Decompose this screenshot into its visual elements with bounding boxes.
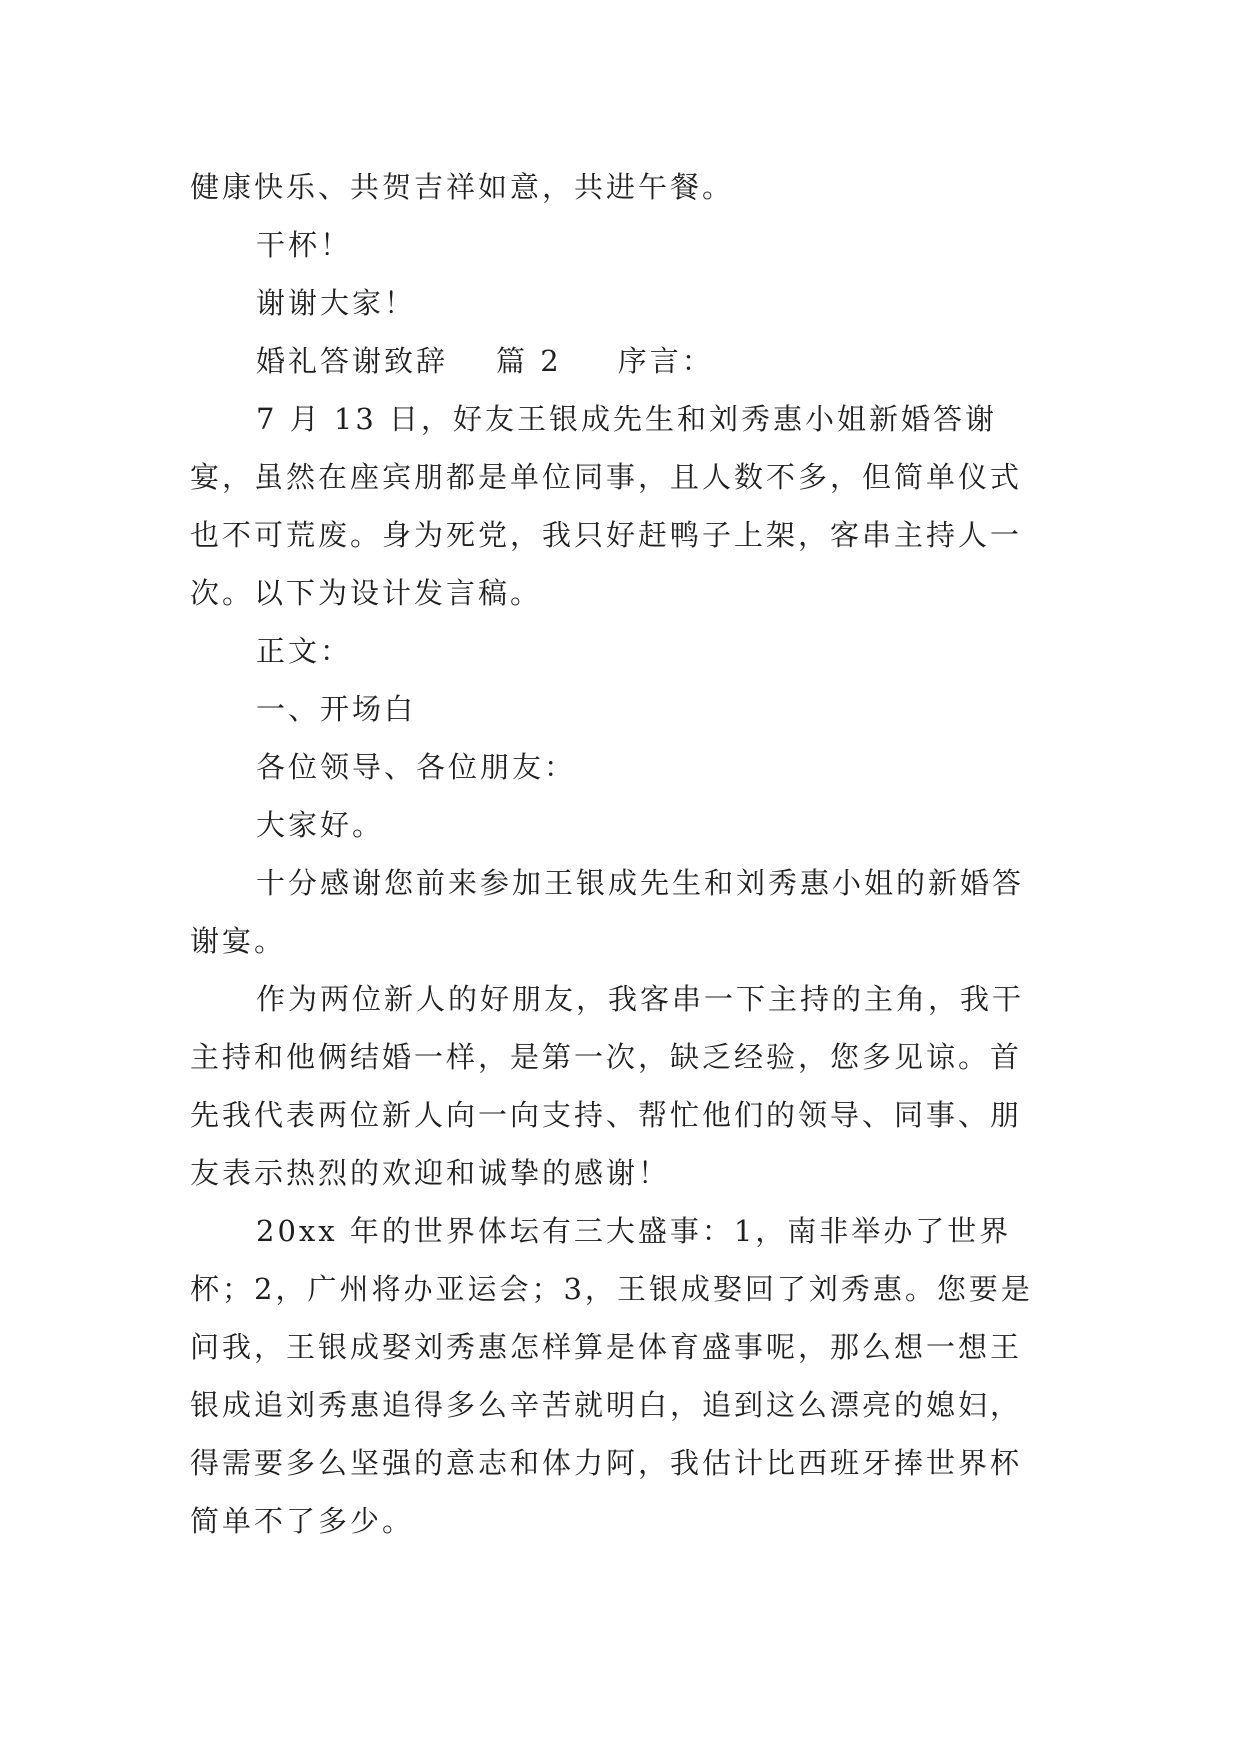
paragraph-thanks: 谢谢大家！ xyxy=(256,286,417,320)
paragraph-host-intro: 作为两位新人的好朋友，我客串一下主持的主角，我干主持和他俩结婚一样，是第一次，缺乏经验，您多见谅。首先我代表两位新人向一向支持、帮忙他们的领导、同事、朋友表示热烈的欢迎和诚挚的感谢！ xyxy=(190,982,1025,1190)
section-heading xyxy=(190,332,1050,390)
paragraph-opening-heading: 一、开场白 xyxy=(256,692,417,726)
document-body xyxy=(190,158,1050,1550)
paragraph-toast: 干杯！ xyxy=(256,228,353,262)
paragraph-main-text-label: 正文： xyxy=(256,634,353,668)
paragraph-continuation: 健康快乐、共贺吉祥如意，共进午餐。 xyxy=(190,170,735,204)
paragraph-salutation: 各位领导、各位朋友： xyxy=(256,750,577,784)
paragraph-greeting: 大家好。 xyxy=(256,808,385,842)
paragraph-gratitude: 十分感谢您前来参加王银成先生和刘秀惠小姐的新婚答谢宴。 xyxy=(190,866,1025,958)
heading-part: 篇 2 xyxy=(496,344,562,378)
paragraph-sports-events: 20xx 年的世界体坛有三大盛事：1，南非举办了世界杯；2，广州将办亚运会；3，王银成娶回了刘秀惠。您要是问我，王银成娶刘秀惠怎样算是体育盛事呢，那么想一想王银成追刘秀惠追得多么辛苦就明白，追到这么漂亮的媳妇，得需要多么坚强的意志和体力阿，我估计比西班牙捧世界杯简单不了多少。 xyxy=(190,1214,1033,1538)
heading-title: 婚礼答谢致辞 xyxy=(256,344,449,378)
paragraph-preface-body: 7 月 13 日，好友王银成先生和刘秀惠小姐新婚答谢宴，虽然在座宾朋都是单位同事，且人数不多，但简单仪式也不可荒废。身为死党，我只好赶鸭子上架，客串主持人一次。以下为设计发言稿。 xyxy=(190,402,1023,610)
heading-preface: 序言： xyxy=(617,344,714,378)
